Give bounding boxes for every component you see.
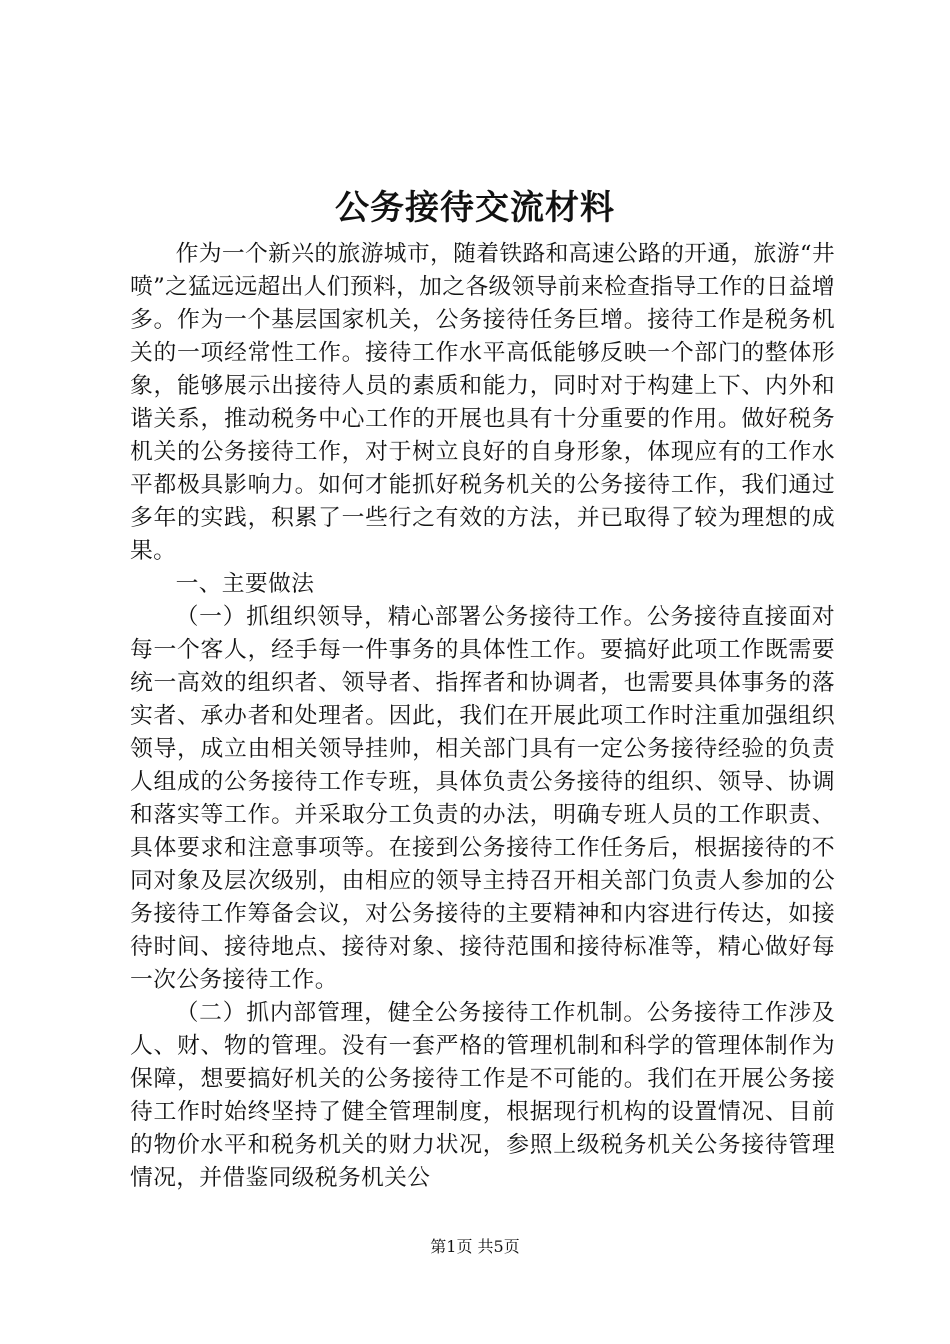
page-number: 第1页 共5页 <box>430 1237 520 1256</box>
page-title: 公务接待交流材料 <box>335 188 615 228</box>
paragraph-intro: 作为一个新兴的旅游城市，随着铁路和高速公路的开通，旅游“井喷”之猛远远超出人们预料，加之各级领导前来检查指导工作的日益增多。作为一个基层国家机关，公务接待任务巨增。接待工作是税务机关的一项经常性工作。接待工作水平高低能够反映一个部门的整体形象，能够展示出接待人员的素质和能力，同时对于构建上下、内外和谐关系，推动税务中心工作的开展也具有十分重要的作用。做好税务机关的公务接待工作，对于树立良好的自身形象，体现应有的工作水平都极具影响力。如何才能抓好税务机关的公务接待工作，我们通过多年的实践，积累了一些行之有效的方法，并已取得了较为理想的成果。 <box>130 241 835 564</box>
paragraph-management: （二）抓内部管理，健全公务接待工作机制。公务接待工作涉及人、财、物的管理。没有一套严格的管理机制和科学的管理体制作为保障，想要搞好机关的公务接待工作是不可能的。我们在开展公务接待工作时始终坚持了健全管理制度，根据现行机构的设置情况、目前的物价水平和税务机关的财力状况，参照上级税务机关公务接待管理情况，并借鉴同级税务机关公 <box>130 1000 835 1191</box>
paragraph-organization: （一）抓组织领导，精心部署公务接待工作。公务接待直接面对每一个客人，经手每一件事务的具体性工作。要搞好此项工作既需要统一高效的组织者、领导者、指挥者和协调者，也需要具体事务的落实者、承办者和处理者。因此，我们在开展此项工作时注重加强组织领导，成立由相关领导挂帅，相关部门具有一定公务接待经验的负责人组成的公务接待工作专班，具体负责公务接待的组织、领导、协调和落实等工作。并采取分工负责的办法，明确专班人员的工作职责、具体要求和注意事项等。在接到公务接待工作任务后，根据接待的不同对象及层次级别，由相应的领导主持召开相关部门负责人参加的公务接待工作筹备会议，对公务接待的主要精神和内容进行传达，如接待时间、接待地点、接待对象、接待范围和接待标准等，精心做好每一次公务接待工作。 <box>130 604 835 993</box>
section-heading: 一、主要做法 <box>175 571 315 597</box>
document-body <box>130 238 835 1195</box>
